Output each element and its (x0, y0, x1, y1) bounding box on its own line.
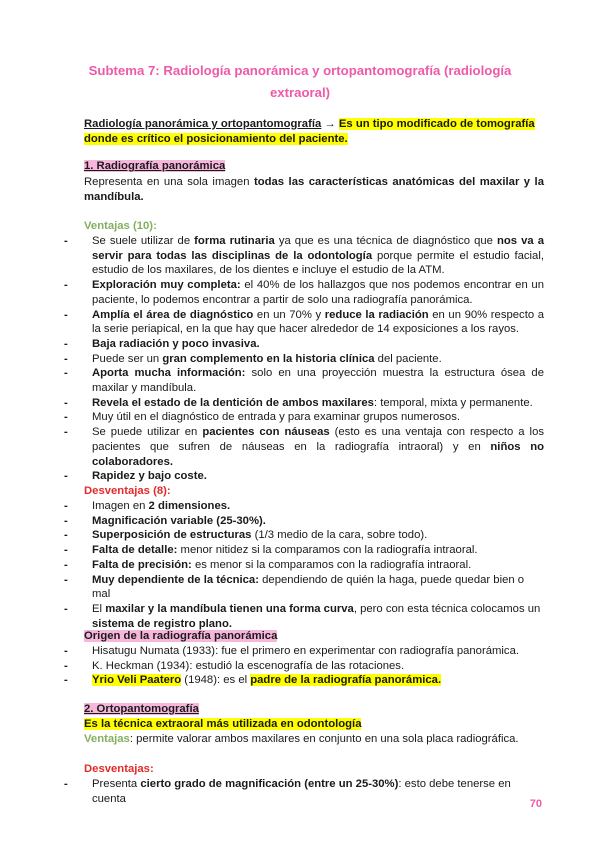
d2: Magnificación variable (25-30%). (92, 514, 266, 527)
list-item (70, 528, 544, 543)
ventajas-heading: Ventajas (10): (84, 220, 157, 232)
v1-b: forma rutinaria (194, 235, 275, 247)
page-title: Subtema 7: Radiología panorámica y ortopantomografía (radiología extraoral) (88, 63, 512, 100)
s2-desventajas-list-wrap (70, 777, 544, 806)
v9-c: (esto es una ventaja con respecto a los pacientes que sufren de náuseas en la radiografía intraoral) y en (92, 426, 544, 453)
s2d1-c: : esto debe tenerse en cuenta (92, 778, 511, 805)
desventajas-heading-line (84, 484, 544, 499)
page-number: 70 (529, 798, 542, 810)
s2-ventajas-text: : permite valorar ambos maxilares en conjunto en una sola placa radiográfica. (129, 733, 519, 745)
intro-term: Radiología panorámica y ortopantomografía (84, 118, 322, 130)
d5-b: es menor si la comparamos con la radiografía intraoral. (191, 558, 472, 571)
d3-b: (1/3 medio de la cara, sobre todo). (251, 529, 428, 542)
list-item (70, 644, 544, 659)
list-item (70, 469, 544, 484)
v6-b: solo en una proyección muestra la estructura ósea de maxilar y mandíbula. (92, 367, 545, 395)
o3-b: (1948): es el (181, 674, 251, 687)
list-item (70, 337, 544, 352)
s1-desc-bold: todas las características anatómicas del maxilar y la mandíbula. (84, 176, 544, 203)
section-2-heading-line (84, 702, 544, 717)
v4: Baja radiación y poco invasiva. (92, 337, 260, 350)
d6-a: Muy dependiente de la técnica: (92, 573, 259, 586)
v1-c: ya que es una técnica de diagnóstico que (274, 235, 497, 247)
d4-b: menor nitidez si la comparamos con la radiografía intraoral. (177, 544, 478, 557)
v9-b: pacientes con náuseas (202, 426, 330, 439)
list-item (70, 234, 544, 278)
s2d1-a: Presenta (92, 778, 141, 790)
o3-a: Yrio Veli Paatero (92, 674, 182, 687)
d1-a: Imagen en (92, 500, 149, 512)
ventajas-heading-line (84, 219, 544, 234)
d1-b: 2 dimensiones. (148, 500, 231, 512)
list-item (70, 543, 544, 558)
list-item (70, 514, 544, 529)
v9-a: Se puede utilizar en (92, 426, 203, 439)
list-item (70, 308, 544, 337)
v3-b: en un 70% y (253, 308, 325, 321)
section-2-subheading-line (84, 717, 544, 732)
v1-d: nos va a servir para todas las disciplinas de la odontología (92, 235, 544, 262)
section-1-heading: 1. Radiografía panorámica (84, 160, 226, 172)
o3-c: padre de la radiografía panorámica. (250, 674, 442, 687)
s2d1-b: cierto grado de magnificación (entre un 25-30%) (140, 778, 399, 790)
section-2-desventajas-heading-line (84, 762, 544, 777)
list-item (70, 425, 544, 469)
ventajas-list (70, 234, 544, 484)
d7-d: sistema de registro plano. (92, 617, 232, 630)
origen-heading: Origen de la radiografía panorámica (84, 630, 278, 642)
v5-c: del paciente. (374, 352, 442, 365)
origen-heading-line (84, 629, 544, 644)
desventajas-list-wrap (70, 499, 544, 631)
list-item (70, 777, 544, 806)
v1-a: Se suele utilizar de (92, 235, 195, 247)
list-item (70, 558, 544, 573)
list-item (70, 659, 544, 674)
list-item (70, 573, 544, 602)
v3-d: en un 90% respecto a la serie periapical, en la que hay que hacer alrededor de 14 exposiciones a los rayos. (92, 308, 545, 336)
s2-desventajas-heading: Desventajas: (84, 763, 154, 775)
v5-b: gran complemento en la historia clínica (162, 352, 375, 365)
v10: Rapidez y bajo coste. (92, 470, 207, 483)
v1-e: porque permite el estudio facial, estudio de los maxilares, de los dientes e incluye el estudio de la ATM. (92, 249, 544, 277)
list-item (70, 410, 544, 425)
v9-d: niños no colaboradores. (92, 440, 544, 468)
v3-c: reduce la radiación (324, 308, 429, 321)
section-1-heading-line (84, 159, 544, 174)
section-2-ventajas (84, 732, 544, 747)
d7-a: El (92, 602, 106, 615)
d5-a: Falta de precisión: (92, 558, 192, 571)
d6-b: dependiendo de quién la haga, puede quedar bien o mal (92, 573, 525, 601)
list-item (70, 352, 544, 367)
section-2-heading: 2. Ortopantomografía (84, 703, 199, 715)
origen-list-wrap (70, 644, 544, 688)
list-item (70, 602, 544, 631)
v8: Muy útil en el diagnóstico de entrada y para examinar grupos numerosos. (92, 411, 460, 424)
ventajas-list-wrap (70, 234, 544, 484)
d7-b: maxilar y la mandíbula tienen una forma curva (105, 602, 354, 615)
list-item (70, 366, 544, 395)
origen-list (70, 644, 544, 688)
s2-ventajas-label: Ventajas (84, 733, 130, 745)
section-2-subheading: Es la técnica extraoral más utilizada en odontología (84, 718, 362, 730)
intro-highlight: Es un tipo modificado de tomografía donde es crítico el posicionamiento del paciente. (84, 118, 535, 145)
s2-desventajas-list (70, 777, 544, 806)
d7-c: , pero con esta técnica colocamos un (353, 602, 541, 615)
desventajas-heading: Desventajas (8): (84, 485, 171, 497)
v7-b: : temporal, mixta y permanente. (373, 396, 533, 409)
v2-a: Exploración muy completa: (92, 279, 241, 292)
list-item (70, 278, 544, 307)
section-1-description (84, 175, 544, 205)
desventajas-list (70, 499, 544, 631)
s1-desc-plain: Representa en una sola imagen (84, 176, 254, 188)
v5-a: Puede ser un (92, 352, 163, 365)
v3-a: Amplía el área de diagnóstico (92, 308, 254, 321)
v7-a: Revela el estado de la dentición de ambos maxilares (92, 396, 374, 409)
o1: Hisatugu Numata (1933): fue el primero en experimentar con radiografía panorámica. (92, 645, 519, 657)
intro-paragraph (84, 117, 544, 147)
d3-a: Superposición de estructuras (92, 529, 252, 542)
list-item (70, 673, 544, 688)
o2: K. Heckman (1934): estudió la escenografía de las rotaciones. (92, 659, 405, 672)
v6-a: Aporta mucha información: (92, 367, 246, 380)
list-item (70, 396, 544, 411)
intro-arrow: → (321, 118, 339, 130)
v2-b: el 40% de los hallazgos que nos podemos encontrar en un paciente, lo podemos encontrar a partir de solo una radiografía panorámica. (92, 279, 544, 306)
list-item (70, 499, 544, 514)
d4-a: Falta de detalle: (92, 544, 178, 557)
